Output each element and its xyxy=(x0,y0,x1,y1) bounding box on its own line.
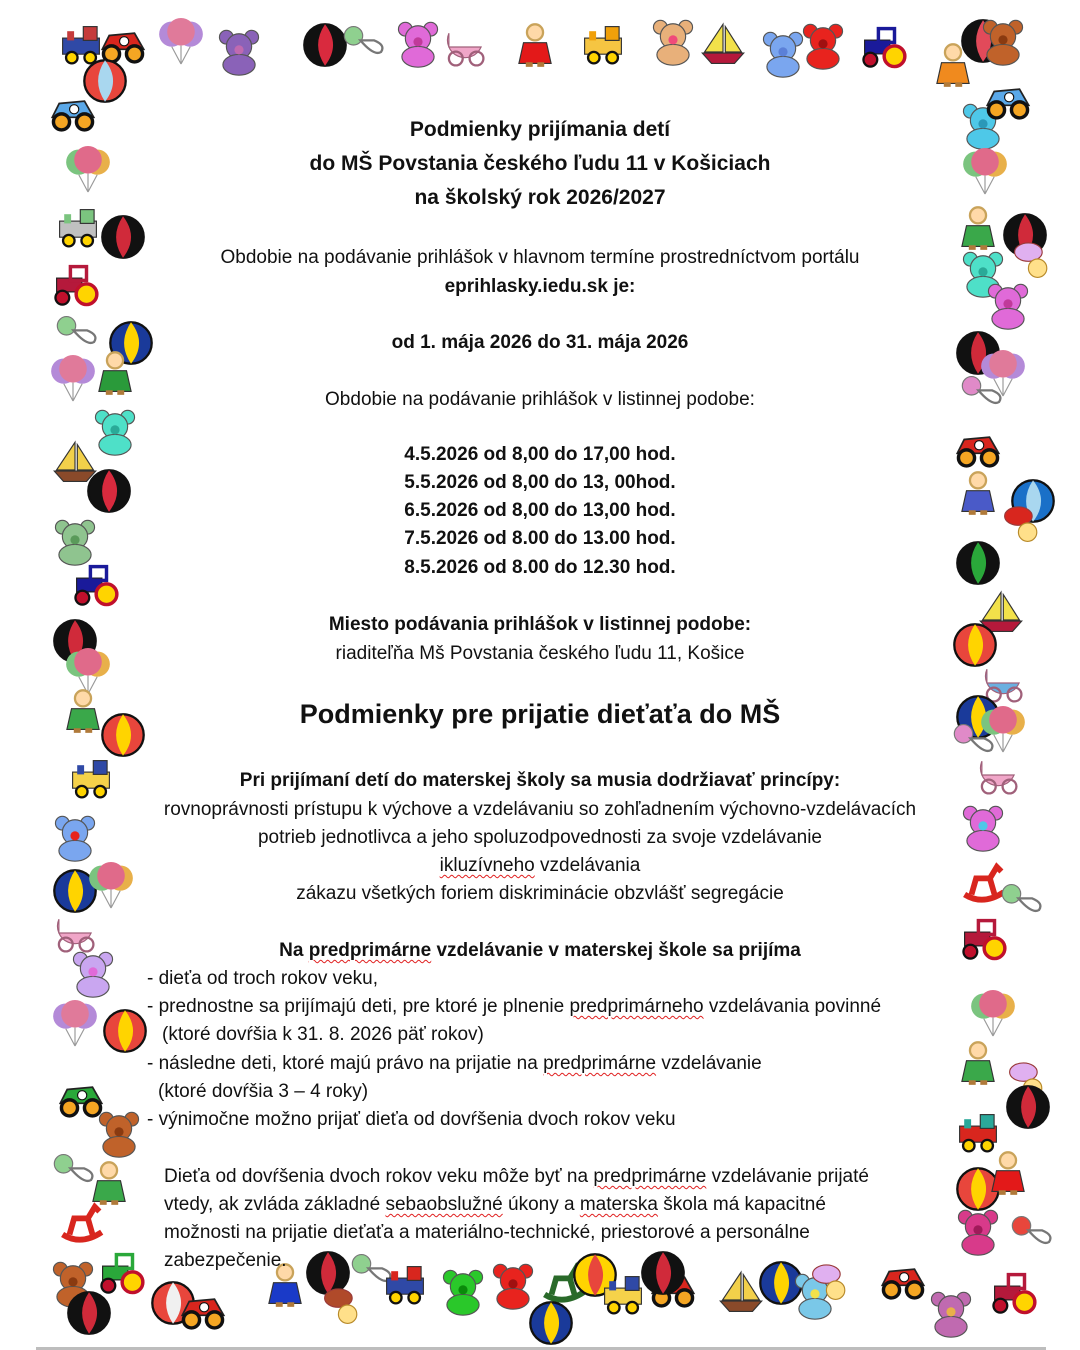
tractor-icon xyxy=(860,24,906,70)
spellcheck-word: ikluzívneho xyxy=(439,855,535,876)
rattle-icon xyxy=(1010,1212,1056,1258)
principle-line: ikluzívneho vzdelávania xyxy=(439,855,641,876)
spellcheck-word: materska xyxy=(579,1194,658,1215)
schedule-row: 7.5.2026 od 8.00 do 13.00 hod. xyxy=(404,528,676,549)
principles-heading: Pri prijímaní detí do materskej školy sa musia dodržiavať princípy: xyxy=(239,770,841,791)
title-line-2: do MŠ Povstania českého ľudu 11 v Košiciach xyxy=(309,152,771,175)
conditions-heading: Podmienky pre prijatie dieťaťa do MŠ xyxy=(299,699,781,729)
doll-icon xyxy=(512,22,558,68)
exception-line: zabezpečenie. xyxy=(164,1250,287,1271)
schedule-row: 4.5.2026 od 8,00 do 17,00 hod. xyxy=(404,444,676,465)
bear-icon xyxy=(440,1268,486,1314)
exception-line: Dieťa od dovŕšenia dvoch rokov veku môže byť na predprimárne vzdelávanie prijaté xyxy=(164,1166,869,1187)
ball-icon xyxy=(1005,1084,1051,1130)
admission-item: - dieťa od troch rokov veku, xyxy=(147,968,379,989)
bear-icon xyxy=(800,22,846,68)
spellcheck-word: sebaobslužné xyxy=(385,1194,503,1215)
admission-item: - prednostne sa prijímajú deti, pre ktoré je plnenie predprimárneho vzdelávania povinné xyxy=(147,996,882,1017)
ball-icon xyxy=(66,1290,112,1336)
spellcheck-word: predprimárne xyxy=(543,1053,657,1074)
tractor-icon xyxy=(990,1270,1036,1316)
online-dates: od 1. mája 2026 do 31. mája 2026 xyxy=(391,332,689,353)
bear-icon xyxy=(955,1208,1001,1254)
doll-icon xyxy=(955,1040,1001,1086)
car-icon xyxy=(880,1260,926,1306)
principle-line: rovnoprávnosti prístupu k výchove a vzdelávaniu so zohľadnením výchovno-vzdelávacích xyxy=(163,799,917,820)
place-value: riaditeľňa Mš Povstania českého ľudu 11, Košice xyxy=(335,643,745,664)
title-line-1: Podmienky prijímania detí xyxy=(409,118,671,141)
admission-heading: Na predprimárne vzdelávanie v materskej škole sa prijíma xyxy=(279,940,801,961)
bear-icon xyxy=(395,20,441,66)
balloons-icon xyxy=(970,990,1016,1036)
bear-icon xyxy=(650,18,696,64)
schedule-row: 8.5.2026 od 8.00 do 12.30 hod. xyxy=(404,557,676,578)
horse-icon xyxy=(58,1200,104,1246)
admission-item: - následne deti, ktoré majú právo na prijatie na predprimárne vzdelávanie xyxy=(147,1053,762,1074)
place-label: Miesto podávania prihlášok v listinnej podobe: xyxy=(328,614,752,635)
rattle-icon xyxy=(342,22,388,68)
online-period-intro: Obdobie na podávanie prihlášok v hlavnom termíne prostredníctvom portálu xyxy=(220,247,860,268)
online-portal: eprihlasky.iedu.sk je: xyxy=(444,276,636,297)
ball-icon xyxy=(102,1008,148,1054)
bear-icon xyxy=(928,1290,974,1336)
ball-icon xyxy=(640,1250,686,1296)
title-line-3: na školský rok 2026/2027 xyxy=(414,186,666,209)
bear-icon xyxy=(980,18,1026,64)
pacifier-icon xyxy=(808,1258,854,1304)
car-icon xyxy=(180,1290,226,1336)
stroller-icon xyxy=(442,24,488,70)
exception-line: možnosti na prijatie dieťaťa a materiálno-technické, priestorové a personálne xyxy=(164,1222,810,1243)
boat-icon xyxy=(700,22,746,68)
doll-icon xyxy=(955,205,1001,251)
spellcheck-word: predprimárne xyxy=(593,1166,707,1187)
ball-icon xyxy=(528,1300,574,1346)
balloons-icon xyxy=(158,18,204,64)
admission-item: - výnimočne možno prijať dieťa od dovŕšenia dvoch rokov veku xyxy=(147,1109,676,1130)
train-icon xyxy=(580,22,626,68)
spellcheck-word: predprimárneho xyxy=(569,996,704,1017)
schedule-row: 5.5.2026 od 8,00 do 13, 00hod. xyxy=(404,472,676,493)
admission-item-note: (ktoré dovŕšia k 31. 8. 2026 päť rokov) xyxy=(162,1024,484,1045)
admission-item-note: (ktoré dovŕšia 3 – 4 roky) xyxy=(158,1081,369,1102)
schedule-row: 6.5.2026 od 8,00 do 13,00 hod. xyxy=(404,500,676,521)
principle-line: potrieb jednotlivca a jeho spoluzodpovednosti za svoje vzdelávanie xyxy=(257,827,823,848)
train-icon xyxy=(382,1262,428,1308)
bear-icon xyxy=(96,1110,142,1156)
spellcheck-word: predprimárne xyxy=(308,940,432,961)
paper-period-intro: Obdobie na podávanie prihlášok v listinnej podobe: xyxy=(325,389,755,410)
doll-icon xyxy=(985,1150,1031,1196)
bear-icon xyxy=(216,28,262,74)
balloons-icon xyxy=(52,1000,98,1046)
train-icon xyxy=(55,205,101,251)
exception-line: vtedy, ak zvláda základné sebaobslužné úkony a materska škola má kapacitné xyxy=(164,1194,826,1215)
principle-line: zákazu všetkých foriem diskriminácie obzvlášť segregácie xyxy=(296,883,784,904)
